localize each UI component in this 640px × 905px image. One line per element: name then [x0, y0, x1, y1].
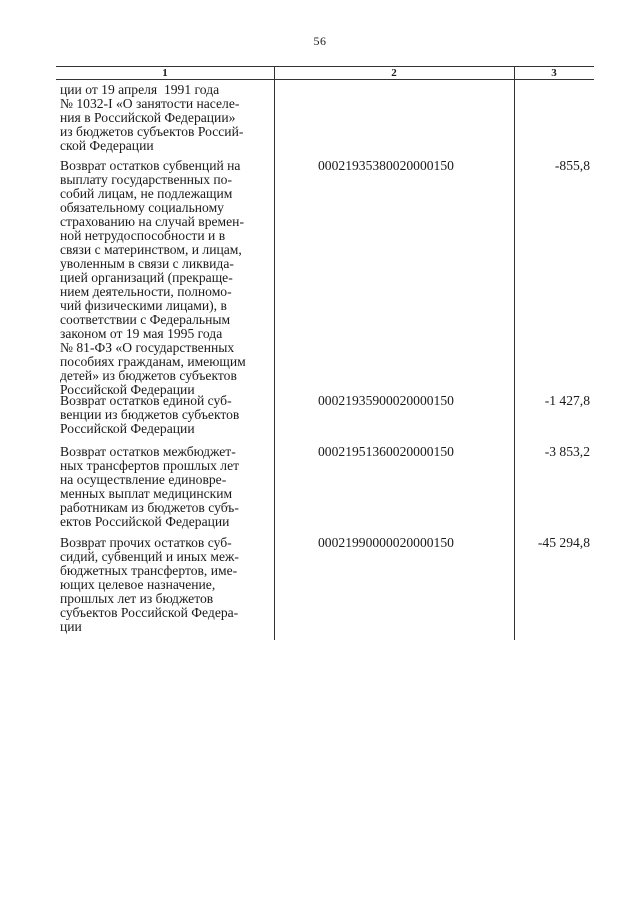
row-description: Возврат прочих остатков суб- сидий, субвенций и иных меж- бюджетных трансфертов, име- ющих целевое назначение, прошлых лет из бюджетов субъектов Российской Федера- ции — [60, 535, 239, 634]
column-header-1: 1 — [162, 67, 168, 79]
row-code: 00021990000020000150 — [318, 535, 454, 550]
row-amount: -1 427,8 — [544, 393, 590, 408]
row-description: Возврат остатков единой суб- венции из бюджетов субъектов Российской Федерации — [60, 393, 240, 436]
column-divider — [514, 66, 515, 640]
row-amount: -855,8 — [554, 158, 590, 173]
row-code: 00021951360020000150 — [318, 444, 454, 459]
row-code: 00021935900020000150 — [318, 393, 454, 408]
row-description: Возврат остатков межбюджет- ных трансфертов прошлых лет на осуществление единовре- менных выплат медицинским работникам из бюджетов субъ- ектов Российской Федерации — [60, 444, 240, 529]
row-code: 00021935380020000150 — [318, 158, 454, 173]
budget-table — [56, 66, 594, 640]
row-amount: -45 294,8 — [537, 535, 590, 550]
column-divider — [274, 66, 275, 640]
page-number: 56 — [313, 34, 327, 48]
column-header-2: 2 — [391, 67, 397, 79]
row-description: Возврат остатков субвенций на выплату государственных по- собий лицам, не подлежащим обязательному социальному страхованию на случай времен- ной нетрудоспособности и в связи с материнством, и лицам, уволенным в связи с ликвида- цией организаций (прекраще- нием деятельности, полномо- чий физическими лицами), в соответствии с Федеральным законом от 19 мая 1995 года № 81-ФЗ «О государственных пособиях гражданам, имеющим детей» из бюджетов субъектов Российской Федерации — [60, 158, 246, 397]
column-header-3: 3 — [551, 67, 557, 79]
row-amount: -3 853,2 — [544, 444, 590, 459]
row-description: ции от 19 апреля 1991 года № 1032-I «О занятости населе- ния в Российской Федерации» из бюджетов субъектов Россий- ской Федерации — [60, 82, 244, 153]
